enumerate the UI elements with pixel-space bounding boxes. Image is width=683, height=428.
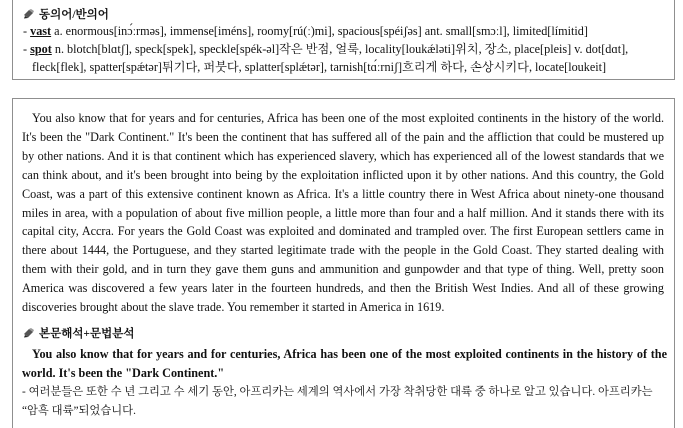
vocab-line-spot bbox=[23, 40, 668, 58]
pencil-bullet-icon bbox=[23, 9, 35, 19]
analysis-header-text: 본문해석+문법분석 bbox=[39, 328, 135, 340]
dash: - bbox=[23, 42, 28, 56]
vocab-line-spot-text: n. blotch[blɑtʃ], speck[spek], speckle[spék-əl]작은 반점, 얼룩, locality[loukǽləti]위치, 장소, place[pleis] v. dot[dɑt], bbox=[54, 42, 629, 56]
dash: - bbox=[23, 24, 28, 38]
vocab-line-vast bbox=[23, 22, 588, 40]
keyword-spot: spot bbox=[30, 42, 52, 56]
pencil-bullet-icon bbox=[23, 328, 35, 338]
vocab-line-spot-cont: fleck[flek], spatter[spǽtər]튀기다, 퍼붓다, splatter[splǽtər], tarnish[tɑ́ːrniʃ]흐리게 하다, 손상시키다, locate[loukeit] bbox=[32, 60, 607, 74]
analysis-header bbox=[23, 325, 134, 341]
passage-paragraph: You also know that for years and for centuries, Africa has been one of the most exploited continents in the history of the world. It's been the "Dark Continent." It's been the continent that has suffered all of the pain and the affliction that could be mustered up by other nations. And it is that continent which has experienced slavery, which has experienced all of the lowest standards that we can think about, and it's been brought into being by the exploitation inflicted upon it by other nations. And this country, the Gold Coast, was a part of this extensive continent known as Africa. It's a little country there in West Africa about ninety-one thousand miles in area, with a population of about five million people, a little more than four and a half million. And it stands there with its capital city, Accra. For years the Gold Coast was exploited and dominated and trampled over. The first European settlers came in there about 1444, the Portuguese, and they started legitimate trade with the people in the Gold Coast. They started dealing with them with their gold, and in turn they gave them guns and ammunition and gunpowder and that type of thing. Well, pretty soon America was discovered a few years later in the fourteen hundreds, and then the British West Indies. And all of these growing discoveries brought about the slave trade. You remember it started in America in 1619. bbox=[22, 111, 664, 315]
analysis-sentence: You also know that for years and for centuries, Africa has been one of the most exploited continents in the history of the world. It's been the "Dark Continent." bbox=[22, 347, 667, 380]
translation-text: 여러분들은 또한 수 년 그리고 수 세기 동안, 아프리카는 세계의 역사에서 가장 착취당한 대륙 중 하나로 알고 있습니다. 아프리카는 “암흑 대륙”되었습니다. bbox=[22, 386, 653, 417]
translation bbox=[22, 383, 667, 420]
dash: - bbox=[22, 386, 26, 398]
vocab-line-vast-text: a. enormous[inɔ́ːrməs], immense[iméns], roomy[rú(ː)mi], spacious[spéiʃəs] ant. small[smɔːl], limited[límitid] bbox=[54, 24, 588, 38]
passage-box bbox=[12, 98, 675, 428]
vocab-header-text: 동의어/반의어 bbox=[39, 9, 109, 21]
vocab-header bbox=[23, 6, 109, 22]
keyword-vast: vast bbox=[30, 24, 52, 38]
vocab-box bbox=[12, 0, 675, 80]
